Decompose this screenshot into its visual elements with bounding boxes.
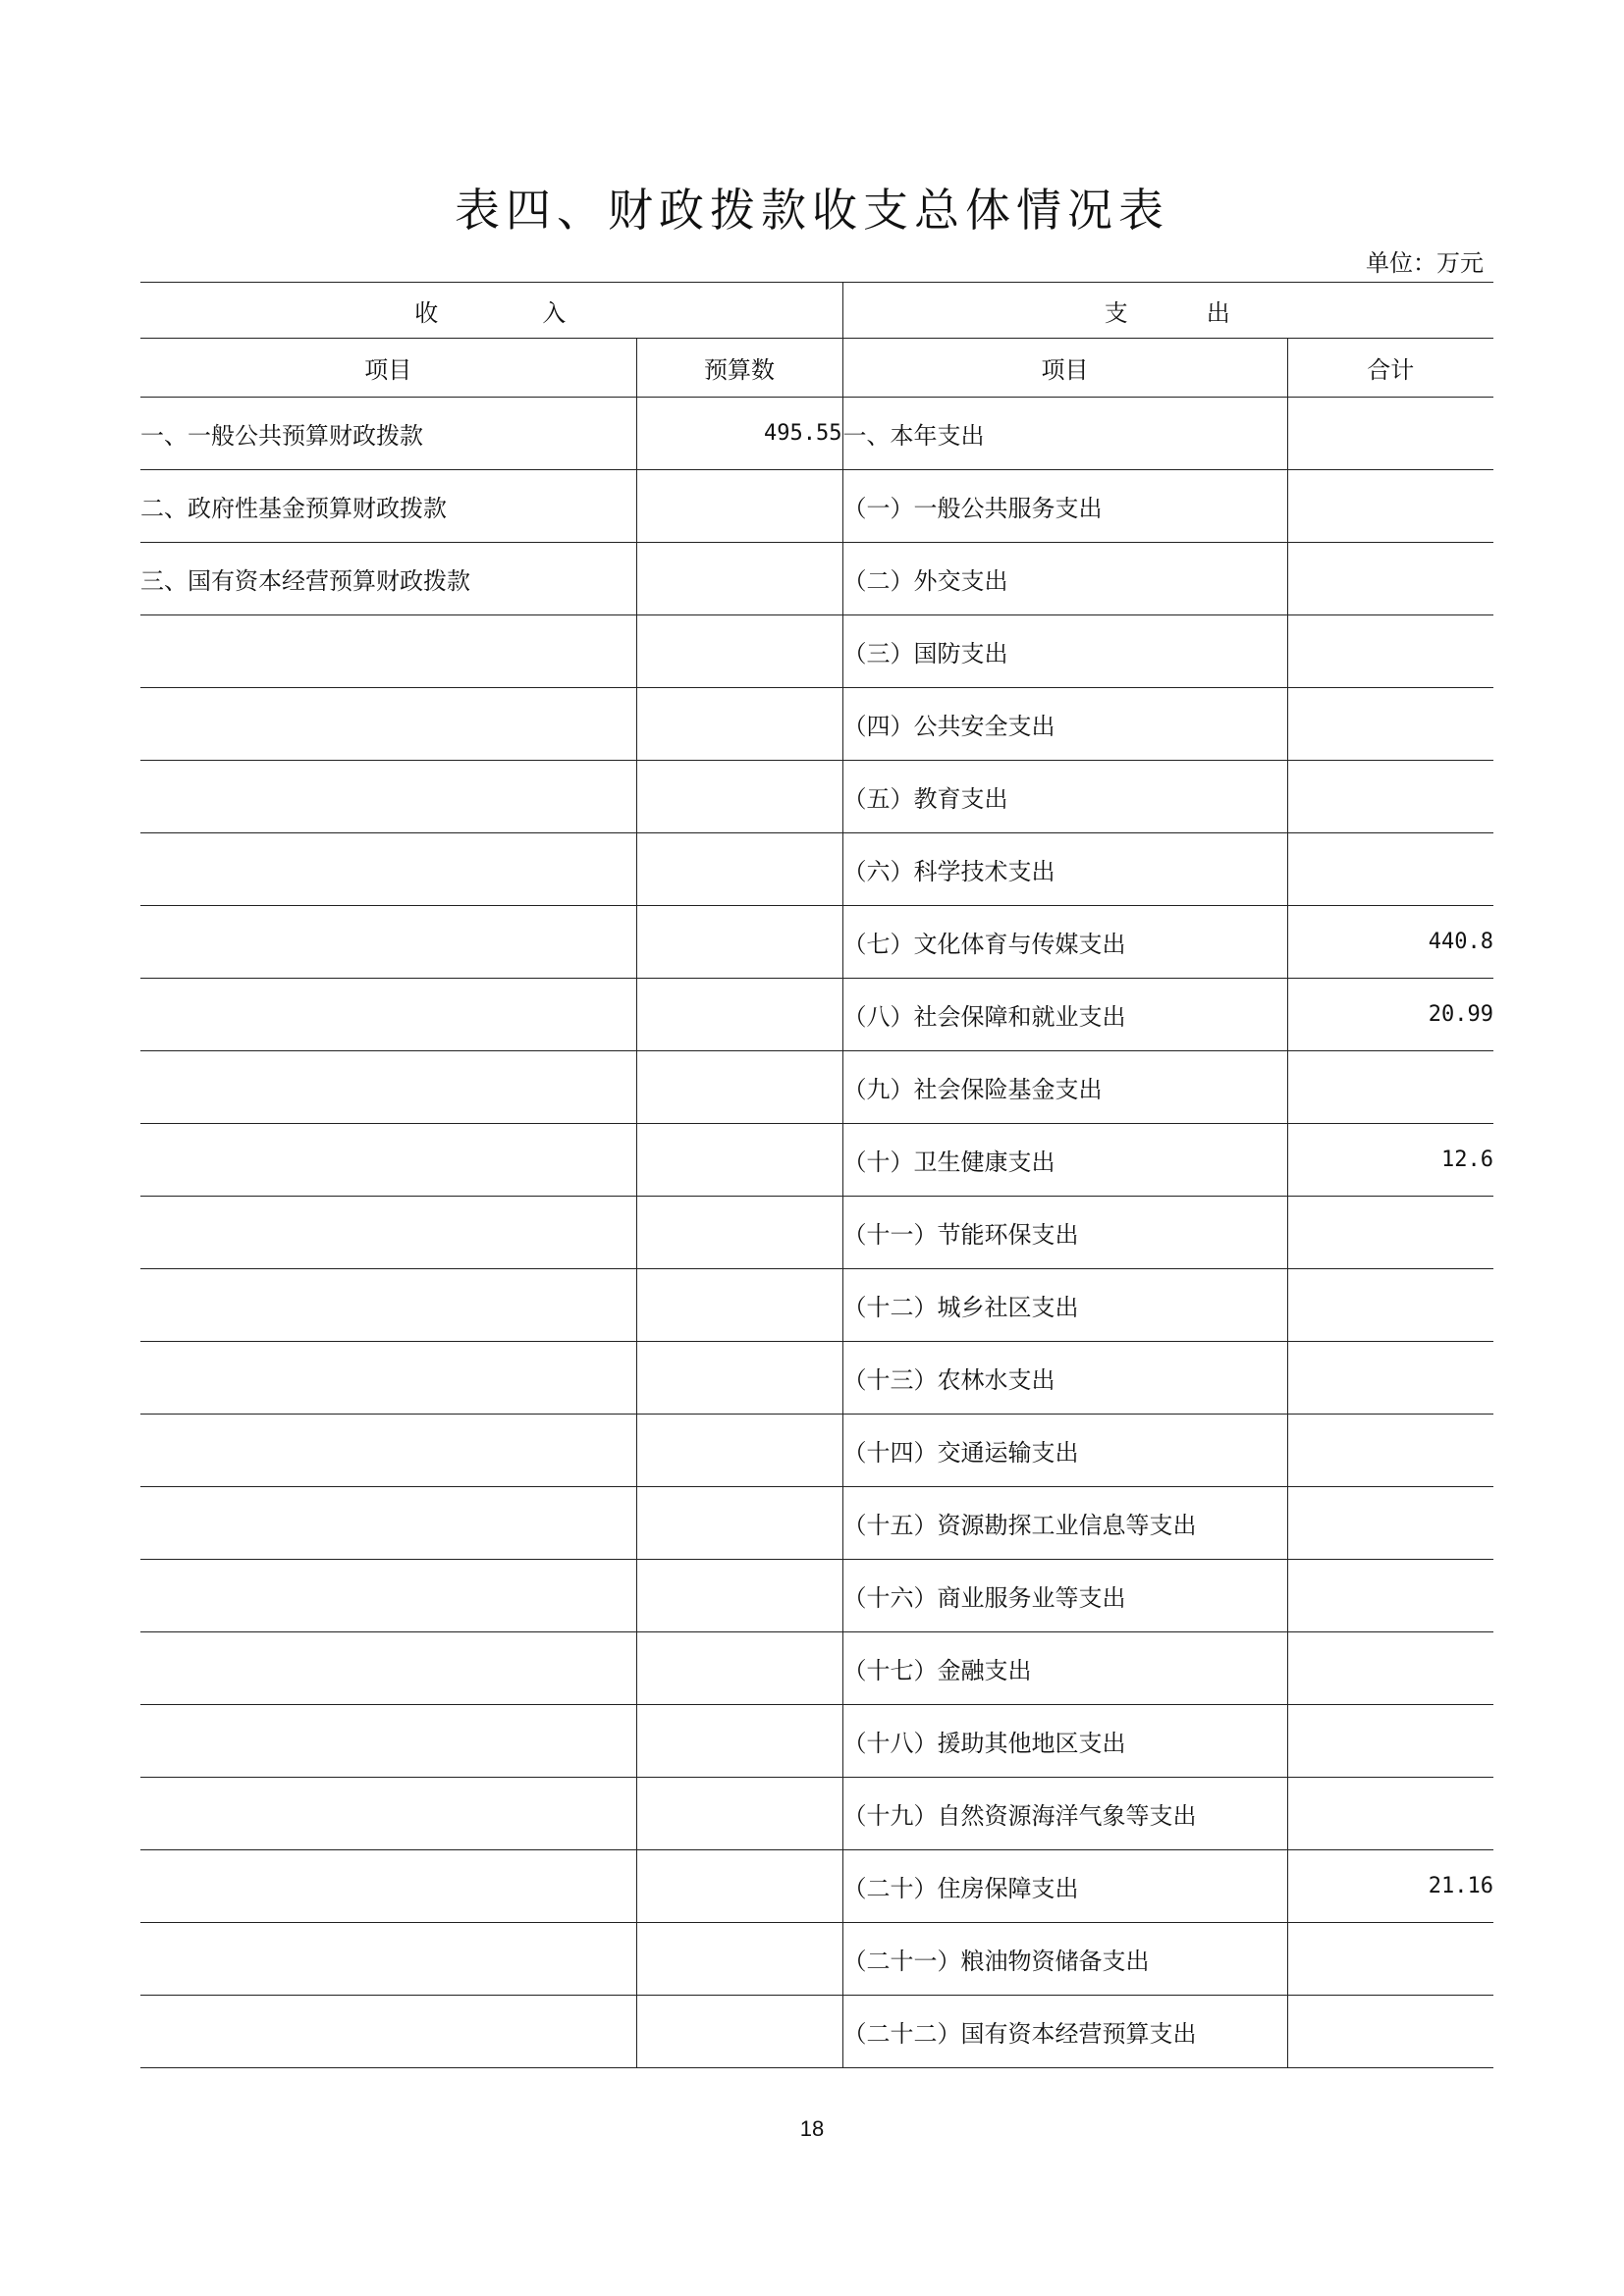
table-row [140,761,1493,833]
budget-table [140,282,1493,2068]
table-row [140,543,1493,615]
table-row [140,1415,1493,1487]
table-row [140,1269,1493,1342]
income-item-cell: 一、一般公共预算财政拨款 [140,398,636,470]
income-item-cell [140,1996,636,2068]
table-row [140,1632,1493,1705]
table-row [140,833,1493,906]
income-budget-cell [636,833,842,906]
expense-item-cell: （七）文化体育与传媒支出 [842,906,1287,979]
expense-total-cell [1287,761,1493,833]
income-item-header: 项目 [140,339,636,398]
income-budget-cell [636,1632,842,1705]
expense-total-cell: 21.16 [1287,1850,1493,1923]
page-number: 18 [799,2116,825,2141]
table-row [140,1996,1493,2068]
expense-item-cell: （十四）交通运输支出 [842,1415,1287,1487]
income-item-cell [140,1415,636,1487]
expense-item-cell: （三）国防支出 [842,615,1287,688]
expense-item-header: 项目 [842,339,1287,398]
page-title: 表四、财政拨款收支总体情况表 [455,184,1169,237]
income-item-cell [140,1778,636,1850]
expense-item-cell: （二十二）国有资本经营预算支出 [842,1996,1287,2068]
income-budget-cell [636,1996,842,2068]
income-item-cell [140,979,636,1051]
expense-total-cell [1287,1487,1493,1560]
income-budget-cell [636,688,842,761]
expense-item-cell: （九）社会保险基金支出 [842,1051,1287,1124]
expense-total-header: 合计 [1287,339,1493,398]
income-budget-cell [636,1415,842,1487]
expense-total-cell [1287,1923,1493,1996]
income-budget-cell [636,1269,842,1342]
income-item-cell: 三、国有资本经营预算财政拨款 [140,543,636,615]
income-item-cell [140,688,636,761]
expense-item-cell: （八）社会保障和就业支出 [842,979,1287,1051]
expense-total-cell [1287,1996,1493,2068]
income-item-cell [140,1197,636,1269]
table-body [140,398,1493,2068]
expense-total-cell [1287,398,1493,470]
table-row [140,1560,1493,1632]
expense-total-cell [1287,1778,1493,1850]
expense-total-cell [1287,688,1493,761]
expense-item-cell: （二十）住房保障支出 [842,1850,1287,1923]
income-item-cell [140,1051,636,1124]
expense-item-cell: （十九）自然资源海洋气象等支出 [842,1778,1287,1850]
expense-item-cell: （二十一）粮油物资储备支出 [842,1923,1287,1996]
income-item-cell [140,1632,636,1705]
income-budget-cell [636,1850,842,1923]
income-budget-header: 预算数 [636,339,842,398]
income-budget-cell [636,615,842,688]
table-row [140,1487,1493,1560]
expense-group-header: 支 出 [842,283,1493,339]
expense-item-cell: （十六）商业服务业等支出 [842,1560,1287,1632]
income-item-cell [140,615,636,688]
income-budget-cell [636,543,842,615]
income-budget-cell [636,1560,842,1632]
income-budget-cell: 495.55 [636,398,842,470]
income-budget-cell [636,1051,842,1124]
table-row [140,979,1493,1051]
income-group-header: 收 入 [140,283,842,339]
expense-item-cell: （六）科学技术支出 [842,833,1287,906]
unit-label: 单位：万元 [1366,249,1484,277]
expense-total-cell [1287,1342,1493,1415]
income-item-cell [140,1705,636,1778]
expense-item-cell: （四）公共安全支出 [842,688,1287,761]
expense-item-cell: （十）卫生健康支出 [842,1124,1287,1197]
expense-total-cell: 12.6 [1287,1124,1493,1197]
expense-item-cell: （五）教育支出 [842,761,1287,833]
expense-item-cell: （十一）节能环保支出 [842,1197,1287,1269]
expense-total-cell [1287,615,1493,688]
expense-item-cell: （十八）援助其他地区支出 [842,1705,1287,1778]
table-row [140,1705,1493,1778]
income-item-cell [140,1923,636,1996]
table-row [140,1124,1493,1197]
expense-total-cell [1287,1051,1493,1124]
table-row [140,1197,1493,1269]
income-budget-cell [636,761,842,833]
income-item-cell [140,1850,636,1923]
table-row [140,1342,1493,1415]
income-item-cell [140,1342,636,1415]
income-item-cell: 二、政府性基金预算财政拨款 [140,470,636,543]
expense-item-cell: 一、本年支出 [842,398,1287,470]
income-item-cell [140,761,636,833]
income-budget-cell [636,906,842,979]
expense-total-cell [1287,1415,1493,1487]
expense-total-cell [1287,1705,1493,1778]
table-row [140,688,1493,761]
table-row [140,1051,1493,1124]
expense-item-cell: （十三）农林水支出 [842,1342,1287,1415]
expense-total-cell [1287,1269,1493,1342]
income-item-cell [140,1269,636,1342]
income-budget-cell [636,1705,842,1778]
income-budget-cell [636,1124,842,1197]
table-row [140,1923,1493,1996]
expense-total-cell [1287,1632,1493,1705]
table-row [140,1778,1493,1850]
expense-item-cell: （十二）城乡社区支出 [842,1269,1287,1342]
expense-total-cell [1287,1197,1493,1269]
table-row [140,398,1493,470]
table-column-header-row [140,339,1493,398]
table-group-header-row [140,283,1493,339]
income-budget-cell [636,1342,842,1415]
income-budget-cell [636,1197,842,1269]
table-row [140,906,1493,979]
table-row [140,470,1493,543]
expense-item-cell: （一）一般公共服务支出 [842,470,1287,543]
expense-total-cell [1287,543,1493,615]
income-item-cell [140,1124,636,1197]
expense-total-cell [1287,470,1493,543]
expense-total-cell [1287,1560,1493,1632]
expense-total-cell: 20.99 [1287,979,1493,1051]
expense-total-cell [1287,833,1493,906]
income-budget-cell [636,979,842,1051]
expense-total-cell: 440.8 [1287,906,1493,979]
income-item-cell [140,1560,636,1632]
income-item-cell [140,833,636,906]
income-budget-cell [636,1923,842,1996]
income-item-cell [140,906,636,979]
table-row [140,615,1493,688]
expense-item-cell: （十七）金融支出 [842,1632,1287,1705]
income-budget-cell [636,470,842,543]
expense-item-cell: （十五）资源勘探工业信息等支出 [842,1487,1287,1560]
expense-item-cell: （二）外交支出 [842,543,1287,615]
income-budget-cell [636,1487,842,1560]
income-budget-cell [636,1778,842,1850]
income-item-cell [140,1487,636,1560]
table-row [140,1850,1493,1923]
